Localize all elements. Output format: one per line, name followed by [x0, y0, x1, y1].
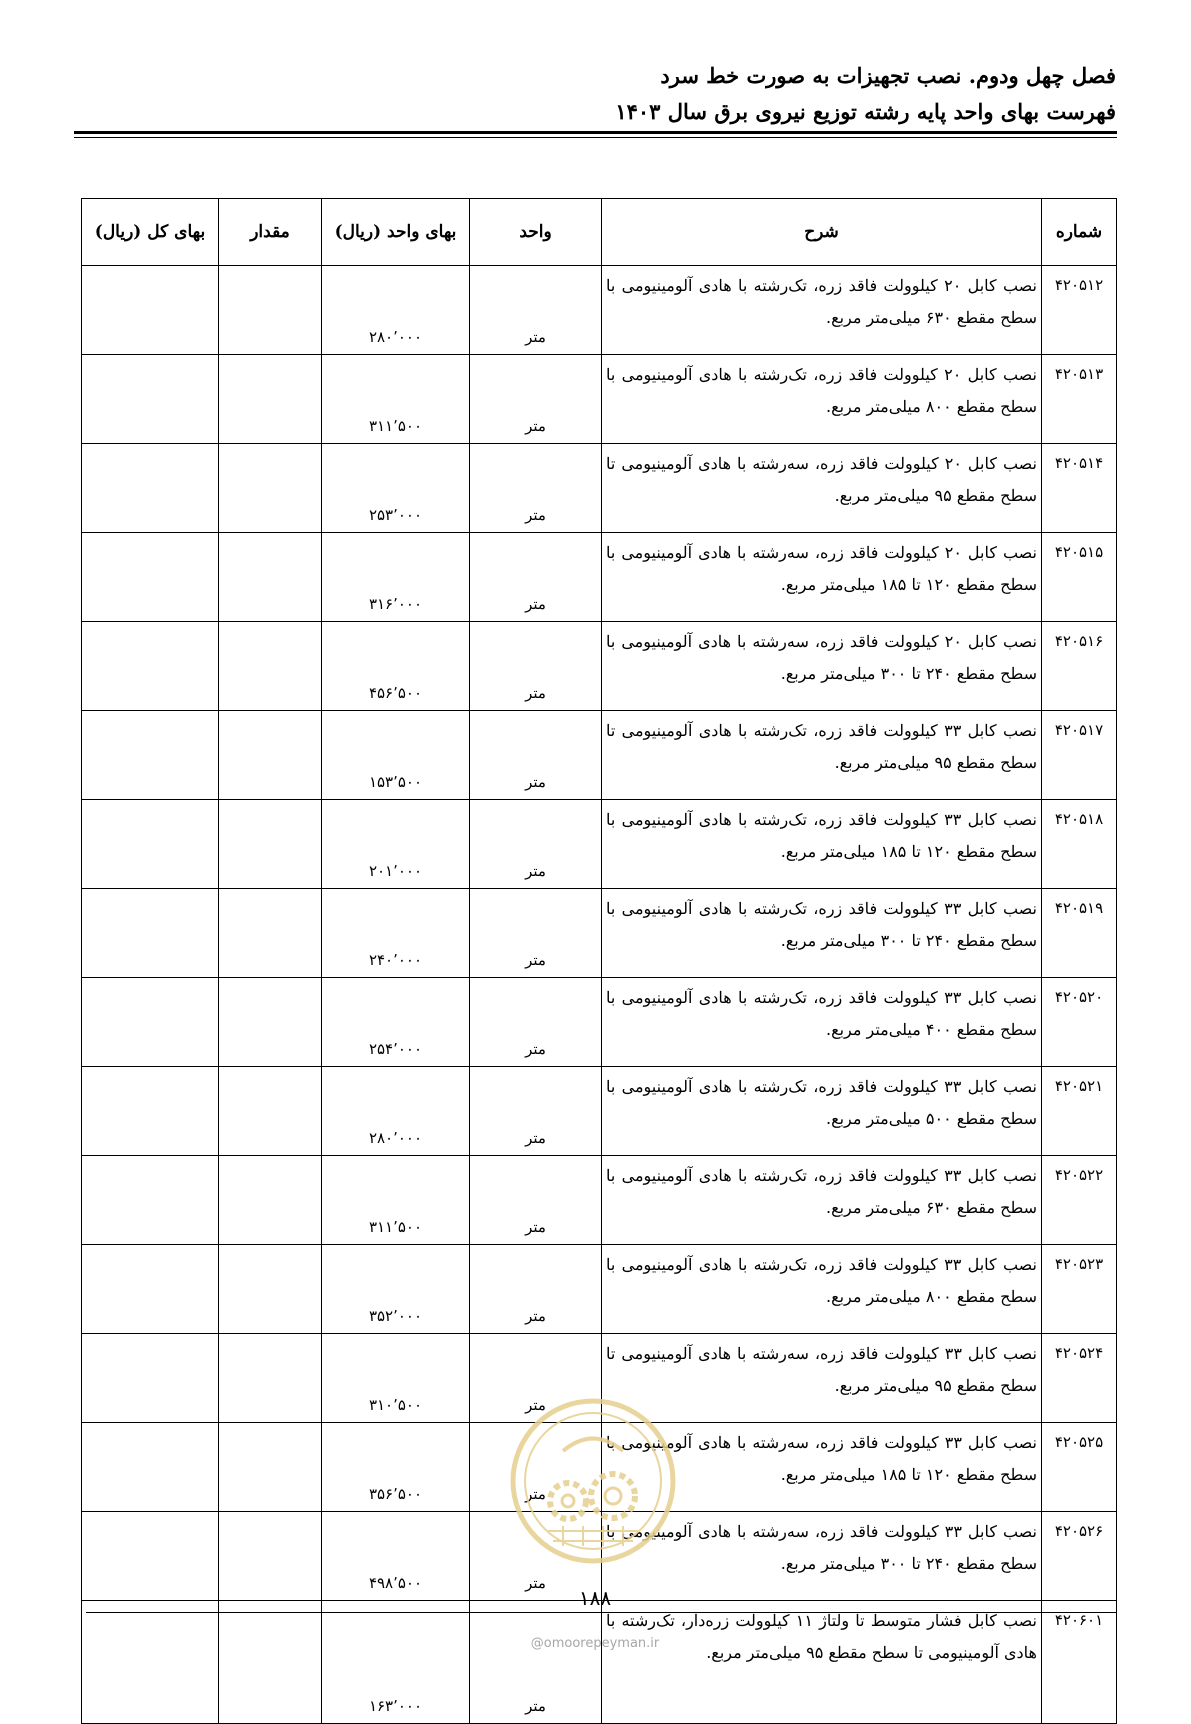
row-description: نصب کابل ۲۰ کیلوولت فاقد زره، سه‌رشته با هادی آلومینیومی با سطح مقطع ۲۴۰ تا ۳۰۰ میلی‌متر مربع.: [602, 622, 1042, 711]
row-unit-price: ۲۸۰٬۰۰۰: [322, 1067, 470, 1156]
row-description: نصب کابل ۲۰ کیلوولت فاقد زره، سه‌رشته با هادی آلومینیومی تا سطح مقطع ۹۵ میلی‌متر مربع.: [602, 444, 1042, 533]
row-quantity: [219, 1156, 322, 1245]
document-title: فهرست بهای واحد پایه رشته توزیع نیروی برق سال ۱۴۰۳: [615, 99, 1116, 124]
page-header: [66, 58, 1116, 130]
table-row: [82, 800, 1117, 889]
row-quantity: [219, 622, 322, 711]
row-description: نصب کابل ۳۳ کیلوولت فاقد زره، تک‌رشته با هادی آلومینیومی با سطح مقطع ۶۳۰ میلی‌متر مربع.: [602, 1156, 1042, 1245]
row-quantity: [219, 1334, 322, 1423]
row-unit: متر: [470, 444, 602, 533]
row-unit-price: ۳۵۲٬۰۰۰: [322, 1245, 470, 1334]
row-total: [82, 978, 219, 1067]
row-description: نصب کابل ۳۳ کیلوولت فاقد زره، سه‌رشته با هادی آلومینیومی تا سطح مقطع ۹۵ میلی‌متر مربع.: [602, 1334, 1042, 1423]
row-description: نصب کابل ۲۰ کیلوولت فاقد زره، تک‌رشته با هادی آلومینیومی با سطح مقطع ۶۳۰ میلی‌متر مربع.: [602, 266, 1042, 355]
header-rule-thin: [74, 137, 1117, 138]
row-code: ۴۲۰۵۱۵: [1042, 533, 1117, 622]
table-row: [82, 266, 1117, 355]
table-row: [82, 1156, 1117, 1245]
column-header-unit-price: بهای واحد (ریال): [322, 199, 470, 266]
row-quantity: [219, 800, 322, 889]
row-total: [82, 1245, 219, 1334]
column-header-total: بهای کل (ریال): [82, 199, 219, 266]
table-row: [82, 711, 1117, 800]
row-unit: متر: [470, 266, 602, 355]
row-unit-price: ۳۱۶٬۰۰۰: [322, 533, 470, 622]
row-unit: متر: [470, 355, 602, 444]
watermark-site: @omoorepeyman.ir: [530, 1636, 660, 1651]
row-unit: متر: [470, 1512, 602, 1601]
column-header-unit: واحد: [470, 199, 602, 266]
row-description: نصب کابل ۳۳ کیلوولت فاقد زره، تک‌رشته با هادی آلومینیومی با سطح مقطع ۵۰۰ میلی‌متر مربع.: [602, 1067, 1042, 1156]
row-unit: متر: [470, 711, 602, 800]
row-unit-price: ۳۱۱٬۵۰۰: [322, 355, 470, 444]
row-quantity: [219, 1245, 322, 1334]
row-unit-price: ۱۵۳٬۵۰۰: [322, 711, 470, 800]
row-total: [82, 444, 219, 533]
row-unit: متر: [470, 622, 602, 711]
row-description: نصب کابل ۳۳ کیلوولت فاقد زره، تک‌رشته با هادی آلومینیومی تا سطح مقطع ۹۵ میلی‌متر مربع.: [602, 711, 1042, 800]
chapter-title: فصل چهل ودوم. نصب تجهیزات به صورت خط سرد: [660, 63, 1116, 88]
row-code: ۴۲۰۵۱۷: [1042, 711, 1117, 800]
row-quantity: [219, 1423, 322, 1512]
row-code: ۴۲۰۵۲۳: [1042, 1245, 1117, 1334]
row-description: نصب کابل فشار متوسط تا ولتاژ ۱۱ کیلوولت زره‌دار، تک‌رشته با هادی آلومینیومی تا سطح مقطع ۹۵ میلی‌متر مربع.: [602, 1601, 1042, 1724]
table-header-row: [82, 199, 1117, 266]
row-total: [82, 1067, 219, 1156]
column-header-description: شرح: [602, 199, 1042, 266]
row-total: [82, 1512, 219, 1601]
table-row: [82, 1067, 1117, 1156]
row-unit: متر: [470, 889, 602, 978]
table-row: [82, 978, 1117, 1067]
row-quantity: [219, 1601, 322, 1724]
row-unit: متر: [470, 1423, 602, 1512]
row-quantity: [219, 444, 322, 533]
row-unit-price: ۴۵۶٬۵۰۰: [322, 622, 470, 711]
row-code: ۴۲۰۵۱۸: [1042, 800, 1117, 889]
row-quantity: [219, 978, 322, 1067]
row-quantity: [219, 1512, 322, 1601]
table-row: [82, 444, 1117, 533]
row-unit: متر: [470, 533, 602, 622]
column-header-code: شماره: [1042, 199, 1117, 266]
row-quantity: [219, 711, 322, 800]
row-description: نصب کابل ۳۳ کیلوولت فاقد زره، سه‌رشته با هادی آلومینیومی با سطح مقطع ۱۲۰ تا ۱۸۵ میلی‌متر مربع.: [602, 1423, 1042, 1512]
row-unit-price: ۲۵۴٬۰۰۰: [322, 978, 470, 1067]
row-code: ۴۲۰۵۲۰: [1042, 978, 1117, 1067]
row-code: ۴۲۰۵۱۲: [1042, 266, 1117, 355]
table-row: [82, 355, 1117, 444]
row-quantity: [219, 355, 322, 444]
row-unit: متر: [470, 1067, 602, 1156]
row-code: ۴۲۰۵۱۴: [1042, 444, 1117, 533]
row-unit-price: ۲۸۰٬۰۰۰: [322, 266, 470, 355]
row-unit: متر: [470, 978, 602, 1067]
row-description: نصب کابل ۳۳ کیلوولت فاقد زره، سه‌رشته با هادی آلومینیومی با سطح مقطع ۲۴۰ تا ۳۰۰ میلی‌متر مربع.: [602, 1512, 1042, 1601]
row-description: نصب کابل ۳۳ کیلوولت فاقد زره، تک‌رشته با هادی آلومینیومی با سطح مقطع ۱۲۰ تا ۱۸۵ میلی‌متر مربع.: [602, 800, 1042, 889]
row-code: ۴۲۰۵۲۵: [1042, 1423, 1117, 1512]
row-description: نصب کابل ۲۰ کیلوولت فاقد زره، سه‌رشته با هادی آلومینیومی با سطح مقطع ۱۲۰ تا ۱۸۵ میلی‌متر مربع.: [602, 533, 1042, 622]
footer-rule: [86, 1612, 1116, 1613]
table-row: [82, 1245, 1117, 1334]
column-header-quantity: مقدار: [219, 199, 322, 266]
row-unit: متر: [470, 1156, 602, 1245]
row-quantity: [219, 533, 322, 622]
row-description: نصب کابل ۲۰ کیلوولت فاقد زره، تک‌رشته با هادی آلومینیومی با سطح مقطع ۸۰۰ میلی‌متر مربع.: [602, 355, 1042, 444]
row-unit-price: ۲۴۰٬۰۰۰: [322, 889, 470, 978]
row-total: [82, 889, 219, 978]
row-code: ۴۲۰۵۱۶: [1042, 622, 1117, 711]
row-quantity: [219, 889, 322, 978]
row-unit-price: ۲۰۱٬۰۰۰: [322, 800, 470, 889]
table-row: [82, 622, 1117, 711]
row-unit: متر: [470, 800, 602, 889]
row-code: ۴۲۰۵۲۶: [1042, 1512, 1117, 1601]
row-total: [82, 711, 219, 800]
row-total: [82, 622, 219, 711]
row-quantity: [219, 266, 322, 355]
row-description: نصب کابل ۳۳ کیلوولت فاقد زره، تک‌رشته با هادی آلومینیومی با سطح مقطع ۸۰۰ میلی‌متر مربع.: [602, 1245, 1042, 1334]
row-code: ۴۲۰۵۲۴: [1042, 1334, 1117, 1423]
header-rule-thick: [74, 131, 1117, 134]
row-code: ۴۲۰۵۲۲: [1042, 1156, 1117, 1245]
table-row: [82, 889, 1117, 978]
table-row: [82, 1601, 1117, 1724]
row-description: نصب کابل ۳۳ کیلوولت فاقد زره، تک‌رشته با هادی آلومینیومی با سطح مقطع ۴۰۰ میلی‌متر مربع.: [602, 978, 1042, 1067]
row-quantity: [219, 1067, 322, 1156]
row-total: [82, 1156, 219, 1245]
row-total: [82, 533, 219, 622]
seal-watermark-icon: [508, 1396, 678, 1566]
table-row: [82, 533, 1117, 622]
row-code: ۴۲۰۶۰۱: [1042, 1601, 1117, 1724]
row-total: [82, 1601, 219, 1724]
row-code: ۴۲۰۵۱۳: [1042, 355, 1117, 444]
row-description: نصب کابل ۳۳ کیلوولت فاقد زره، تک‌رشته با هادی آلومینیومی با سطح مقطع ۲۴۰ تا ۳۰۰ میلی‌متر مربع.: [602, 889, 1042, 978]
row-code: ۴۲۰۵۲۱: [1042, 1067, 1117, 1156]
row-unit-price: ۳۵۶٬۵۰۰: [322, 1423, 470, 1512]
row-unit-price: ۴۹۸٬۵۰۰: [322, 1512, 470, 1601]
row-unit: متر: [470, 1245, 602, 1334]
row-unit: متر: [470, 1334, 602, 1423]
row-code: ۴۲۰۵۱۹: [1042, 889, 1117, 978]
row-total: [82, 800, 219, 889]
row-unit-price: ۳۱۱٬۵۰۰: [322, 1156, 470, 1245]
row-unit-price: ۳۱۰٬۵۰۰: [322, 1334, 470, 1423]
row-unit-price: ۲۵۳٬۰۰۰: [322, 444, 470, 533]
row-total: [82, 266, 219, 355]
row-unit-price: ۱۶۳٬۰۰۰: [322, 1601, 470, 1724]
row-total: [82, 1334, 219, 1423]
row-unit: متر: [470, 1601, 602, 1724]
page-number: ۱۸۸: [578, 1586, 612, 1610]
row-total: [82, 355, 219, 444]
row-total: [82, 1423, 219, 1512]
